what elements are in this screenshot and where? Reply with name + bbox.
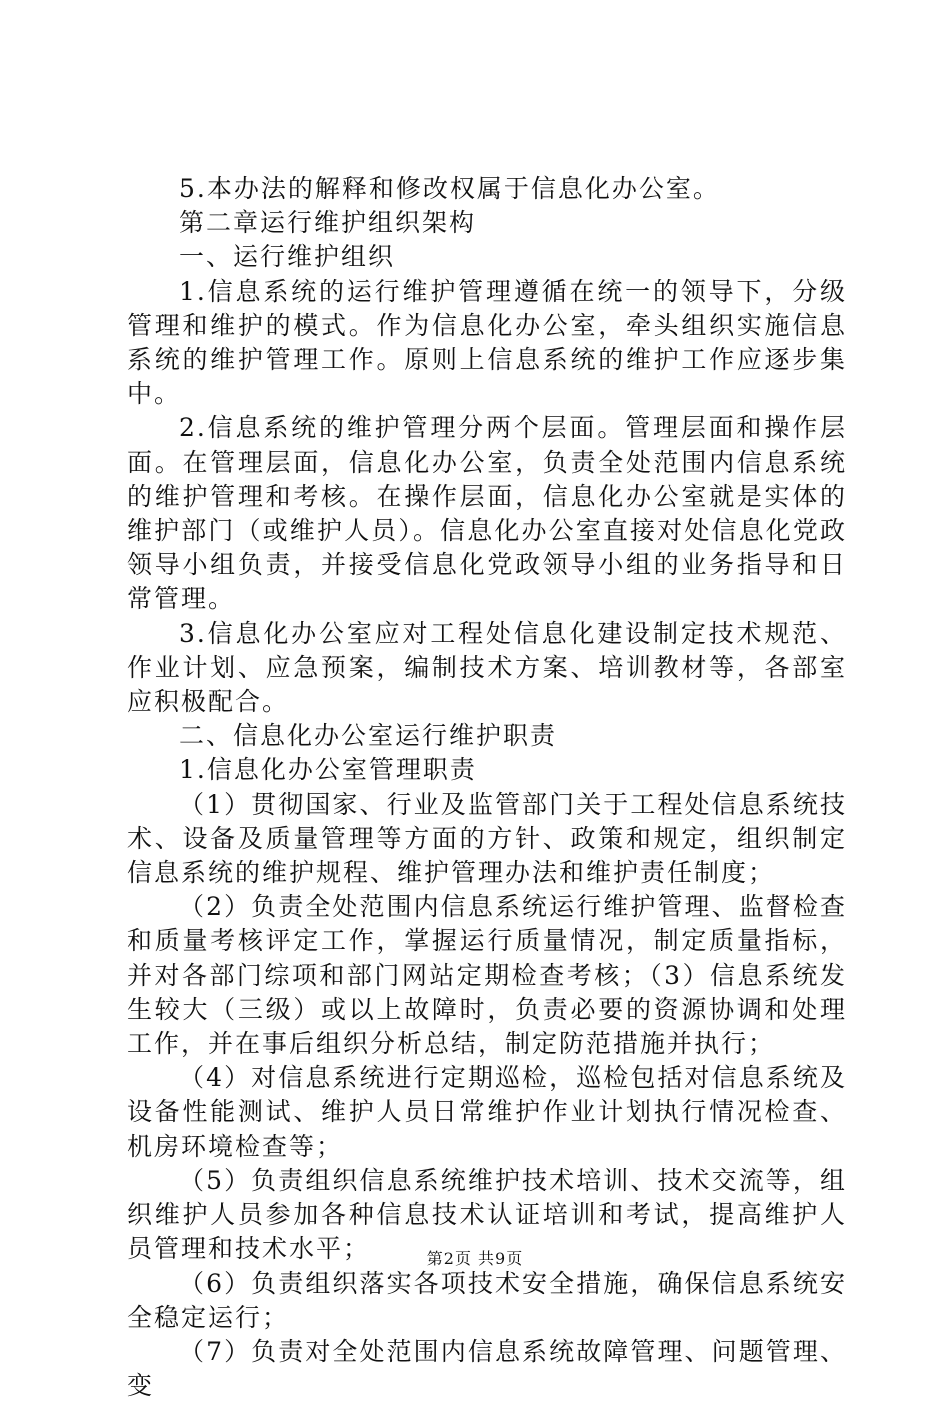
duty-item-4: （4）对信息系统进行定期巡检，巡检包括对信息系统及设备性能测试、维护人员日常维护作业计划执行情况检查、机房环境检查等；	[127, 1063, 847, 1161]
paragraph-item-2: 2.信息系统的维护管理分两个层面。管理层面和操作层面。在管理层面，信息化办公室，负责全处范围内信息系统的维护管理和考核。在操作层面，信息化办公室就是实体的维护部门（或维护人员）。信息化办公室直接对处信息化党政领导小组负责，并接受信息化党政领导小组的业务指导和日常管理。	[127, 413, 847, 614]
paragraph-item-3: 3.信息化办公室应对工程处信息化建设制定技术规范、作业计划、应急预案，编制技术方案、培训教材等，各部室应积极配合。	[127, 618, 847, 717]
duty-item-1: （1）贯彻国家、行业及监管部门关于工程处信息系统技术、设备及质量管理等方面的方针、政策和规定，组织制定信息系统的维护规程、维护管理办法和维护责任制度；	[127, 789, 847, 888]
duty-item-6: （6）负责组织落实各项技术安全措施，确保信息系统安全稳定运行；	[127, 1268, 847, 1332]
paragraph-interpretation-right: 5.本办法的解释和修改权属于信息化办公室。	[179, 174, 720, 203]
document-body	[127, 172, 847, 1403]
page-number-footer: 第2页 共9页	[426, 1249, 524, 1268]
paragraph-item-1: 1.信息系统的运行维护管理遵循在统一的领导下，分级管理和维护的模式。作为信息化办公室，牵头组织实施信息系统的维护管理工作。原则上信息系统的维护工作应逐步集中。	[127, 276, 847, 409]
subsection-heading-management-duties: 1.信息化办公室管理职责	[179, 755, 477, 785]
chapter-heading: 第二章运行维护组织架构	[179, 208, 477, 238]
duty-item-5: （5）负责组织信息系统维护技术培训、技术交流等，组织维护人员参加各种信息技术认证培训和考试，提高维护人员管理和技术水平；	[127, 1165, 847, 1264]
duty-item-2-3: （2）负责全处范围内信息系统运行维护管理、监督检查和质量考核评定工作，掌握运行质量情况，制定质量指标，并对各部门综项和部门网站定期检查考核；（3）信息系统发生较大（三级）或以上故障时，负责必要的资源协调和处理工作，并在事后组织分析总结，制定防范措施并执行；	[127, 892, 847, 1059]
section-heading-organization: 一、运行维护组织	[179, 242, 396, 272]
section-heading-duties: 二、信息化办公室运行维护职责	[179, 721, 558, 751]
duty-item-7: （7）负责对全处范围内信息系统故障管理、问题管理、变	[127, 1336, 847, 1401]
